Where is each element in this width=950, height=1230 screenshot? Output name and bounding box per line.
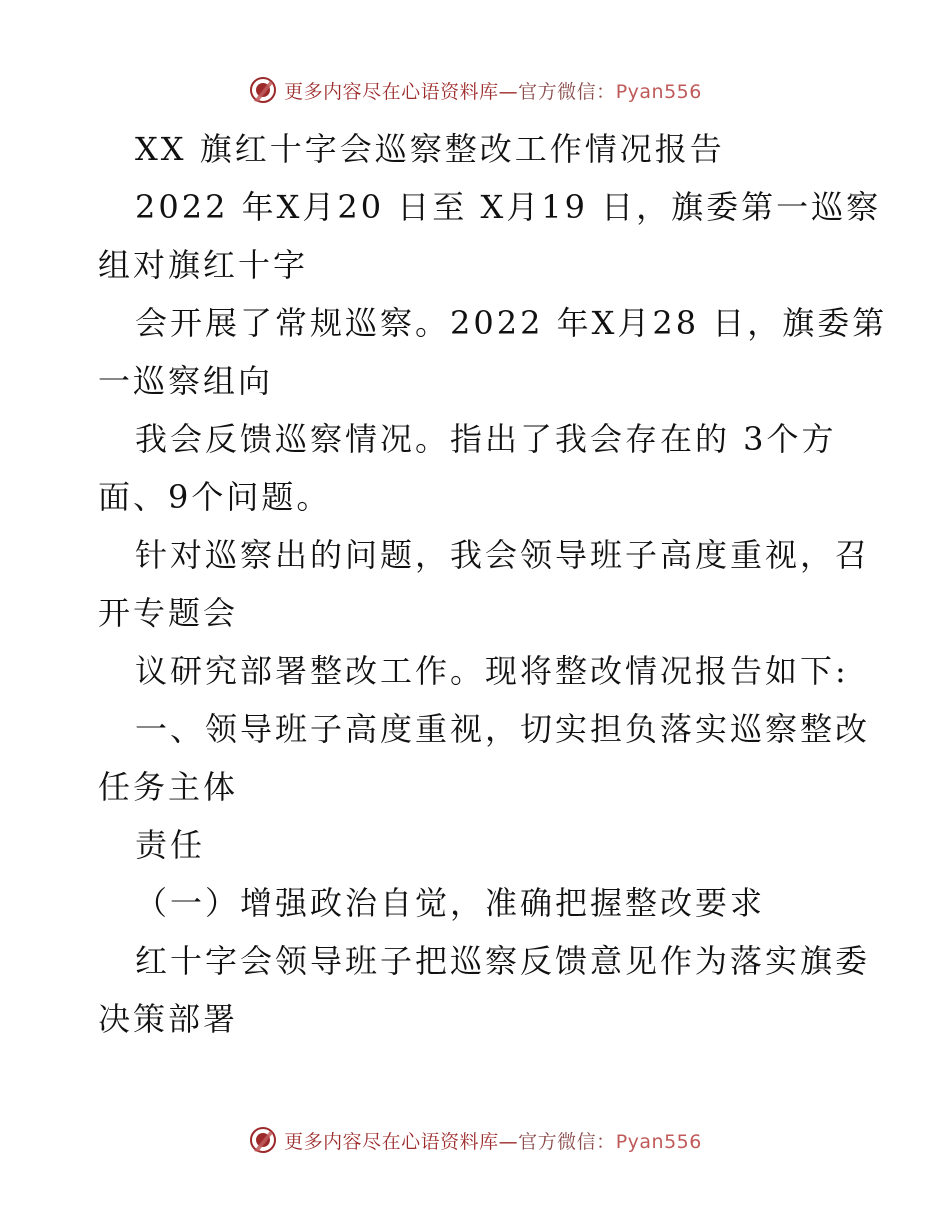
paragraph-line: 决策部署	[98, 1000, 239, 1038]
paragraph-line: 我会反馈巡察情况。指出了我会存在的 3个方	[135, 420, 837, 458]
section-heading-line: 责任	[135, 826, 206, 864]
paragraph-line: 组对旗红十字	[98, 246, 309, 284]
watermark-wechat-label: 官方微信：	[518, 80, 616, 103]
watermark-banner-bottom	[0, 1120, 950, 1160]
watermark-site-text: 更多内容尽在心语资料库	[284, 80, 499, 103]
paragraph-line: 面、9个问题。	[98, 478, 332, 516]
watermark-wechat-id: Pyan556	[615, 1130, 702, 1153]
watermark-dash: —	[498, 80, 519, 103]
watermark-dash: —	[498, 1130, 519, 1153]
paragraph-line: 红十字会领导班子把巡察反馈意见作为落实旗委	[135, 942, 871, 980]
paragraph-line: 议研究部署整改工作。现将整改情况报告如下:	[135, 652, 849, 690]
paragraph-line: 一巡察组向	[98, 362, 274, 400]
watermark-wechat-label: 官方微信：	[518, 1130, 616, 1153]
paragraph-line: 针对巡察出的问题，我会领导班子高度重视，召	[135, 536, 871, 574]
quill-pen-seal-icon	[248, 75, 278, 105]
quill-pen-seal-icon	[248, 1125, 278, 1155]
paragraph-line: 会开展了常规巡察。2022 年X月28 日，旗委第	[135, 304, 888, 342]
watermark-site-text: 更多内容尽在心语资料库	[284, 1130, 499, 1153]
section-heading-line: 任务主体	[98, 768, 239, 806]
watermark-banner-top	[0, 70, 950, 110]
section-heading-line: 一、领导班子高度重视，切实担负落实巡察整改	[135, 710, 871, 748]
paragraph-line: 2022 年X月20 日至 X月19 日，旗委第一巡察	[135, 188, 882, 226]
subsection-heading-line: （一）增强政治自觉，准确把握整改要求	[135, 884, 766, 922]
document-title: XX 旗红十字会巡察整改工作情况报告	[135, 130, 725, 168]
watermark-wechat-id: Pyan556	[615, 80, 702, 103]
document-body	[98, 120, 888, 1048]
paragraph-line: 开专题会	[98, 594, 239, 632]
